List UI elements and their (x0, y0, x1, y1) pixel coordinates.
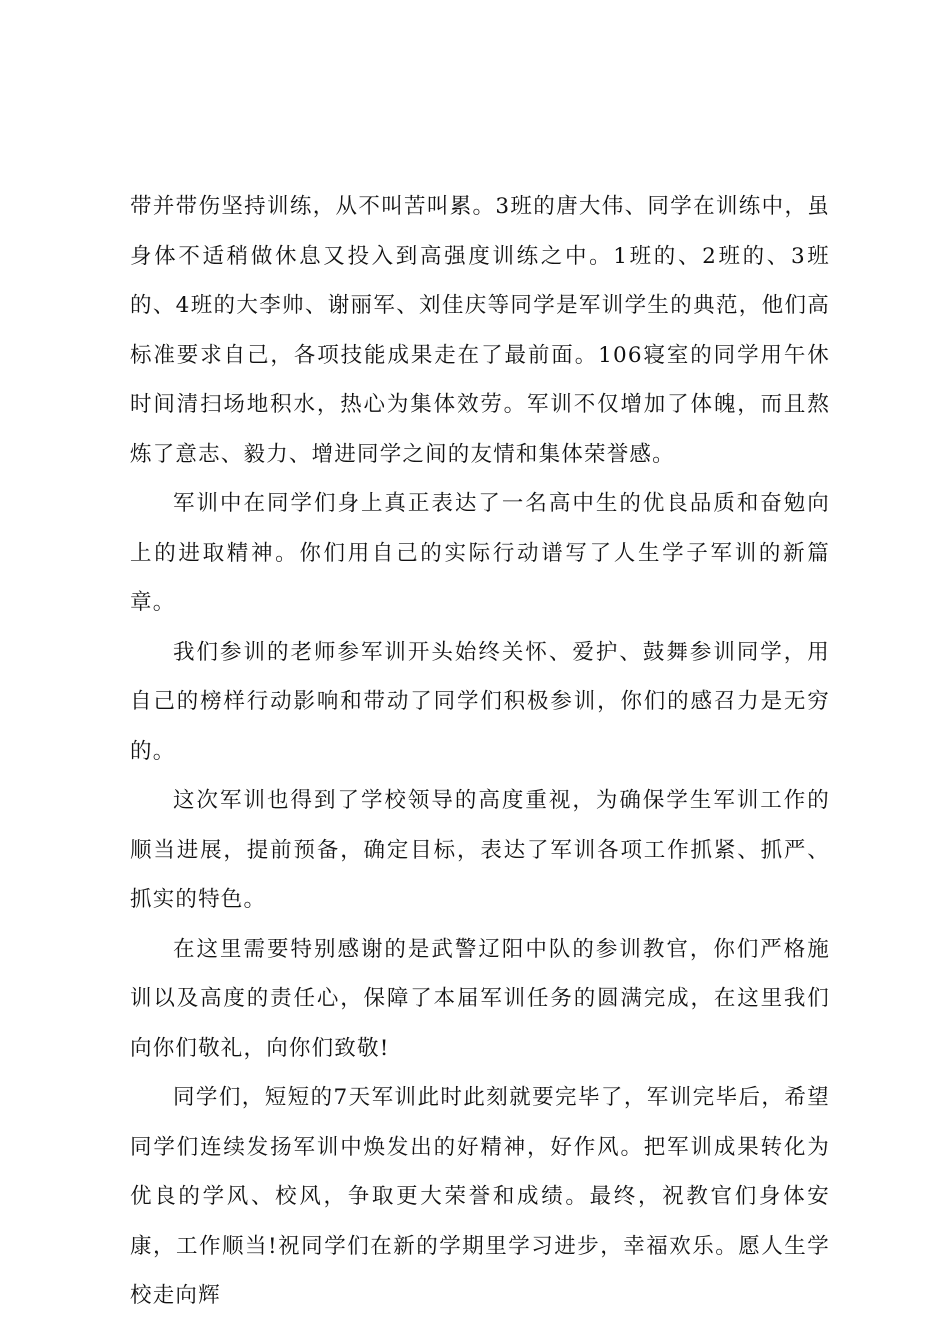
paragraph-4: 这次军训也得到了学校领导的高度重视，为确保学生军训工作的顺当进展，提前预备，确定目标，表达了军训各项工作抓紧、抓严、抓实的特色。 (130, 788, 830, 912)
paragraph-5: 在这里需要特别感谢的是武警辽阳中队的参训教官，你们严格施训以及高度的责任心，保障了本届军训任务的圆满完成，在这里我们向你们敬礼，向你们致敬! (130, 936, 830, 1061)
paragraph-2: 军训中在同学们身上真正表达了一名高中生的优良品质和奋勉向上的进取精神。你们用自己的实际行动谱写了人生学子军训的新篇章。 (130, 491, 830, 615)
paragraph-1: 带并带伤坚持训练，从不叫苦叫累。3班的唐大伟、同学在训练中，虽身体不适稍做休息又投入到高强度训练之中。1班的、2班的、3班的、4班的大李帅、谢丽军、刘佳庆等同学是军训学生的典范，他们高标准要求自己，各项技能成果走在了最前面。106寝室的同学用午休时间清扫场地积水，热心为集体效劳。军训不仅增加了体魄，而且熬炼了意志、毅力、增进同学之间的友情和集体荣誉感。 (130, 194, 830, 467)
paragraph-6: 同学们，短短的7天军训此时此刻就要完毕了，军训完毕后，希望同学们连续发扬军训中焕发出的好精神，好作风。把军训成果转化为优良的学风、校风，争取更大荣誉和成绩。最终，祝教官们身体安康，工作顺当!祝同学们在新的学期里学习进步，幸福欢乐。愿人生学校走向辉 (130, 1085, 830, 1308)
paragraph-3: 我们参训的老师参军训开头始终关怀、爱护、鼓舞参训同学，用自己的榜样行动影响和带动了同学们积极参训，你们的感召力是无穷的。 (130, 639, 830, 764)
body-text (130, 182, 830, 1321)
